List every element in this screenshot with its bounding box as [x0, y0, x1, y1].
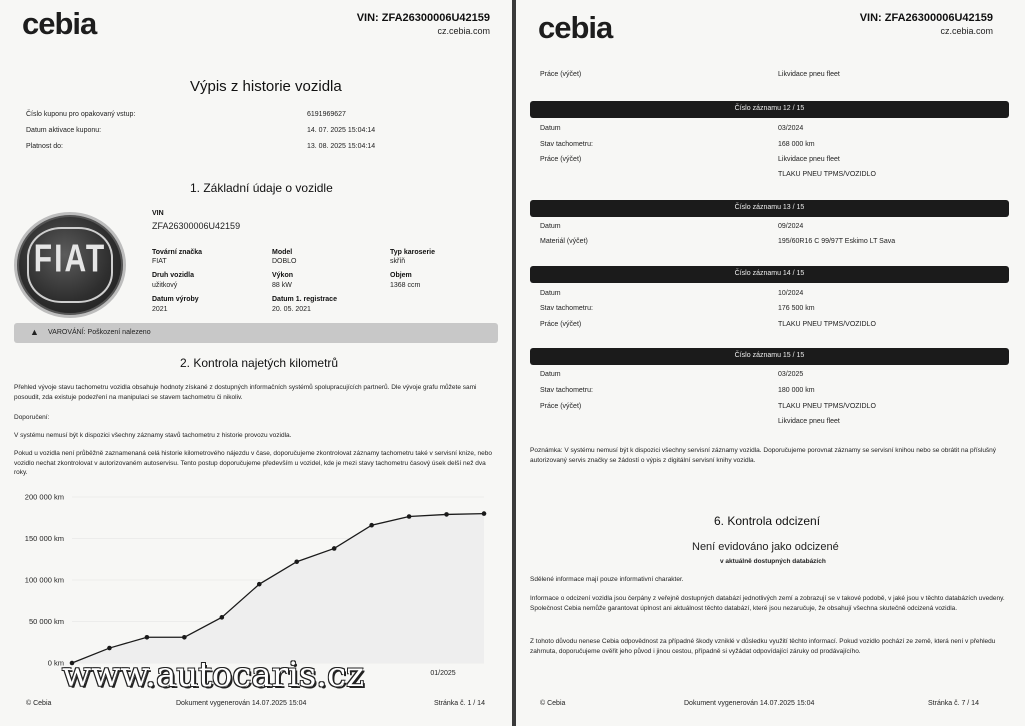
data-point: [294, 559, 299, 564]
theft-status: Není evidováno jako odcizené: [692, 541, 839, 553]
header-vin: VIN: ZFA26300006U42159: [859, 12, 993, 24]
record-15-date-value: 03/2025: [778, 371, 804, 378]
theft-info-text-2: Z tohoto důvodu nenese Cebia odpovědnost za případné škody vzniklé v důsledku využití těchto informací. Pokud vozidlo pochází ze země, která není v přehledu zahrnuta, doporučujeme ověřit jeho původ i jinou cestou, případně si vyžádat odpovídající záruky od prodávajícího.: [530, 638, 996, 655]
section-1-title: 1. Základní údaje o vozidle: [190, 181, 333, 195]
y-tick-label: 200 000 km: [24, 492, 64, 502]
data-point: [444, 512, 449, 517]
body-type-value: skříň: [390, 258, 406, 265]
recommendation-label: Doporučení:: [14, 414, 50, 421]
record-12-odometer-value: 168 000 km: [778, 141, 815, 148]
fiat-logo: [14, 212, 126, 318]
vin-value: ZFA26300006U42159: [152, 221, 241, 231]
informative-notice: Sdělené informace mají pouze informativní charakter.: [530, 576, 684, 583]
y-tick-label: 100 000 km: [24, 575, 64, 585]
footer-copyright: © Cebia: [26, 700, 52, 707]
cebia-logo: cebia: [538, 10, 613, 45]
record-14-header: [530, 266, 1009, 283]
data-point: [482, 511, 487, 516]
header-vin: VIN: ZFA26300006U42159: [356, 12, 490, 24]
section-2-title: 2. Kontrola najetých kilometrů: [180, 356, 339, 370]
record-12-work-value: Likvidace pneu fleet: [778, 156, 840, 163]
vin-label: VIN: [152, 210, 164, 217]
coupon-label: Číslo kuponu pro opakovaný vstup:: [26, 111, 136, 118]
recommendation-text-2: Pokud u vozidla není průběžně zaznamenaná celá historie kilometrového nájezdu v čase, doporučujeme zkontrolovat záznamy tachometru také v servisní knize, nebo vozidlo nechat zkontrolovat v autorizovaném autoservisu. Tento postup doporučujeme především u vozidel, kde je mezi stavy tachometru časový úsek delší než dva roky.: [14, 450, 493, 476]
record-15-header: [530, 348, 1009, 365]
record-15-work-value-2: Likvidace pneu fleet: [778, 418, 840, 425]
record-12-odometer-label: Stav tachometru:: [540, 141, 593, 148]
header-vin-block: [860, 12, 993, 36]
y-tick-label: 0 km: [47, 658, 64, 668]
footer-copyright: © Cebia: [540, 700, 566, 707]
footer-generated: Dokument vygenerován 14.07.2025 15:04: [684, 700, 815, 707]
volume-value: 1368 ccm: [390, 282, 421, 289]
autocaris-watermark: www.autocaris.cz: [62, 655, 365, 695]
record-12-header: [530, 101, 1009, 118]
damage-warning-text: VAROVÁNÍ: Poškození nalezeno: [48, 329, 151, 336]
header-url[interactable]: cz.cebia.com: [437, 26, 490, 36]
y-tick-label: 150 000 km: [24, 534, 64, 543]
power-value: 88 kW: [272, 282, 292, 289]
report-page-7: [516, 0, 1025, 726]
fiat-logo-text: FIAT: [33, 237, 107, 281]
warning-triangle-icon: ▲: [30, 327, 39, 337]
data-point: [145, 635, 150, 640]
data-point: [220, 615, 225, 620]
manufacture-date-value: 2021: [152, 306, 168, 313]
data-point: [182, 635, 187, 640]
record-13-date-value: 09/2024: [778, 223, 804, 230]
manufacture-date-label: Datum výroby: [152, 296, 199, 303]
odometer-intro-text: Přehled vývoje stavu tachometru vozidla obsahuje hodnoty získané z dostupných informačních systémů spolupracujících partnerů. Dle vývoje grafu můžete sami posoudit, zda existuje podezření na manipulaci se stavem tachometru či nikoliv.: [14, 384, 477, 401]
work-value: Likvidace pneu fleet: [778, 71, 840, 78]
model-value: DOBLO: [272, 258, 297, 265]
record-12-work-label: Práce (výčet): [540, 156, 582, 163]
record-12-title: Číslo záznamu 12 / 15: [734, 105, 805, 112]
record-14-work-label: Práce (výčet): [540, 321, 582, 328]
y-tick-label: 50 000 km: [28, 617, 64, 626]
data-point: [257, 582, 262, 587]
record-12-date-value: 03/2024: [778, 125, 804, 132]
record-14-work-value: TLAKU PNEU TPMS/VOZIDLO: [778, 321, 876, 328]
record-14-date-label: Datum: [540, 290, 561, 297]
record-15-odometer-label: Stav tachometru:: [540, 387, 593, 394]
page-title: Výpis z historie vozidla: [190, 78, 342, 95]
x-tick-label: 01/2025: [430, 670, 456, 677]
record-15-odometer-value: 180 000 km: [778, 387, 815, 394]
body-type-label: Typ karoserie: [390, 249, 436, 256]
make-label: Tovární značka: [152, 249, 203, 256]
service-note-text: Poznámka: V systému nemusí být k dispozici všechny servisní záznamy vozidla. Doporučujeme porovnat záznamy se servisní knihou nebo se obrátit na příslušný autorizovaný servis značky se žádostí o výpis z digitální servisní knihy vozidla.: [530, 447, 997, 464]
data-point: [107, 646, 112, 651]
power-label: Výkon: [272, 272, 294, 279]
record-13-material-label: Materiál (výčet): [540, 238, 588, 245]
theft-info-text-1: Informace o odcizení vozidla jsou čerpány z veřejně dostupných databází jednotlivých zemí a zobrazují se v takové podobě, v jaké jsou v těchto databázích uvedeny. Společnost Cebia nemůže garantovat úplnost ani aktuálnost těchto databází, které jsou nezaručuje, že obsahují všechna skutečně odcizená vozidla.: [530, 595, 1005, 612]
recommendation-text-1: V systému nemusí být k dispozici všechny záznamy stavů tachometru z historie provozu vozidla.: [14, 432, 292, 439]
volume-label: Objem: [390, 272, 412, 279]
record-15-date-label: Datum: [540, 371, 561, 378]
record-15-work-value: TLAKU PNEU TPMS/VOZIDLO: [778, 403, 876, 410]
activation-label: Datum aktivace kuponu:: [26, 127, 102, 134]
first-registration-value: 20. 05. 2021: [272, 306, 311, 313]
record-15-work-label: Práce (výčet): [540, 403, 582, 410]
record-13-header: [530, 200, 1009, 217]
footer-generated: Dokument vygenerován 14.07.2025 15:04: [176, 700, 307, 707]
validity-value: 13. 08. 2025 15:04:14: [307, 143, 376, 150]
cebia-logo: cebia: [22, 6, 97, 41]
header-vin-block: [357, 12, 490, 36]
first-registration-label: Datum 1. registrace: [272, 296, 337, 303]
footer-page-number: Stránka č. 7 / 14: [928, 700, 979, 707]
record-12-work-value-2: TLAKU PNEU TPMS/VOZIDLO: [778, 171, 876, 178]
work-label: Práce (výčet): [540, 71, 582, 78]
data-point: [369, 523, 374, 528]
report-page-1: [0, 0, 512, 726]
record-14-date-value: 10/2024: [778, 290, 804, 297]
data-point: [332, 546, 337, 551]
make-value: FIAT: [152, 258, 167, 265]
coupon-value: 6191969627: [307, 111, 346, 118]
record-13-title: Číslo záznamu 13 / 15: [734, 204, 805, 211]
section-6-title: 6. Kontrola odcizení: [714, 514, 821, 528]
record-14-title: Číslo záznamu 14 / 15: [734, 270, 805, 277]
vehicle-kind-value: užitkový: [152, 282, 178, 289]
record-13-date-label: Datum: [540, 223, 561, 230]
record-14-odometer-value: 176 500 km: [778, 305, 815, 312]
validity-label: Platnost do:: [26, 143, 63, 150]
damage-warning-banner: [14, 323, 498, 343]
record-13-material-value: 195/60R16 C 99/97T Eskimo LT Sava: [778, 238, 896, 245]
model-label: Model: [272, 249, 293, 256]
footer-page-number: Stránka č. 1 / 14: [434, 700, 485, 707]
record-12-date-label: Datum: [540, 125, 561, 132]
vehicle-kind-label: Druh vozidla: [152, 272, 195, 279]
theft-status-subtitle: v aktuálně dostupných databázích: [720, 558, 826, 565]
header-url[interactable]: cz.cebia.com: [940, 26, 993, 36]
data-point: [407, 514, 412, 519]
record-14-odometer-label: Stav tachometru:: [540, 305, 593, 312]
record-15-title: Číslo záznamu 15 / 15: [734, 352, 805, 359]
activation-value: 14. 07. 2025 15:04:14: [307, 127, 376, 134]
